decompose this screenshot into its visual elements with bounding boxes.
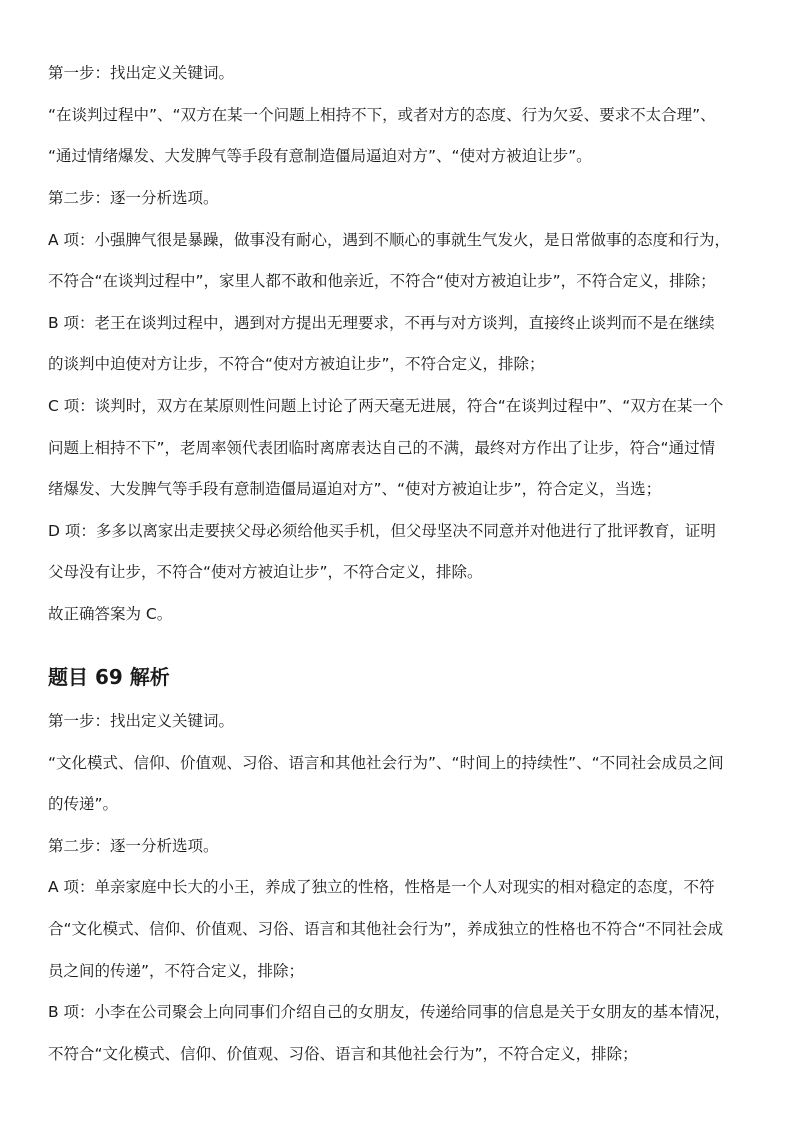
option-d-line-2: 父母没有让步，不符合“使对方被迫让步”，不符合定义，排除。: [48, 563, 483, 581]
option-b2-line-2: 不符合“文化模式、信仰、价值观、习俗、语言和其他社会行为”，不符合定义，排除；: [48, 1045, 638, 1063]
step1-label: 第一步：找出定义关键词。: [48, 64, 235, 82]
keywords2-line-1: “文化模式、信仰、价值观、习俗、语言和其他社会行为”、“时间上的持续性”、“不同社会成员之间: [48, 754, 724, 772]
step2-label: 第二步：逐一分析选项。: [48, 189, 219, 207]
keywords-line-2: “通过情绪爆发、大发脾气等手段有意制造僵局逼迫对方”、“使对方被迫让步”。: [48, 147, 592, 165]
option-c-line-3: 绪爆发、大发脾气等手段有意制造僵局逼迫对方”、“使对方被迫让步”，符合定义，当选；: [48, 480, 662, 498]
section-heading: 题目 69 解析: [48, 665, 170, 689]
option-b-line-2: 的谈判中迫使对方让步，不符合“使对方被迫让步”，不符合定义，排除；: [48, 355, 545, 373]
keywords2-line-2: 的传递”。: [48, 795, 119, 813]
option-b2-line-1: B 项：小李在公司聚会上向同事们介绍自己的女朋友，传递给同事的信息是关于女朋友的基本情况，: [48, 1003, 731, 1021]
option-b-line-1: B 项：老王在谈判过程中，遇到对方提出无理要求，不再与对方谈判，直接终止谈判而不是在继续: [48, 314, 715, 332]
option-a2-line-3: 员之间的传递”，不符合定义，排除；: [48, 962, 305, 980]
option-a-line-2: 不符合“在谈判过程中”，家里人都不敢和他亲近，不符合“使对方被迫让步”，不符合定义，排除；: [48, 272, 716, 290]
answer-line: 故正确答案为 C。: [48, 605, 173, 623]
option-a2-line-2: 合“文化模式、信仰、价值观、习俗、语言和其他社会行为”，养成独立的性格也不符合“不同社会成: [48, 920, 724, 938]
step2-label-2: 第二步：逐一分析选项。: [48, 837, 219, 855]
option-c-line-1: C 项：谈判时，双方在某原则性问题上讨论了两天毫无进展，符合“在谈判过程中”、“双方在某一个: [48, 397, 724, 415]
option-c-line-2: 问题上相持不下”，老周率领代表团临时离席表达自己的不满，最终对方作出了让步，符合“通过情: [48, 439, 716, 457]
option-a-line-1: A 项：小强脾气很是暴躁，做事没有耐心，遇到不顺心的事就生气发火，是日常做事的态度和行为，: [48, 231, 731, 249]
option-d-line-1: D 项：多多以离家出走要挟父母必须给他买手机，但父母坚决不同意并对他进行了批评教育，证明: [48, 522, 716, 540]
option-a2-line-1: A 项：单亲家庭中长大的小王，养成了独立的性格，性格是一个人对现实的相对稳定的态度，不符: [48, 878, 715, 896]
keywords-line-1: “在谈判过程中”、“双方在某一个问题上相持不下，或者对方的态度、行为欠妥、要求不太合理”、: [48, 106, 716, 124]
step1-label-2: 第一步：找出定义关键词。: [48, 712, 235, 730]
